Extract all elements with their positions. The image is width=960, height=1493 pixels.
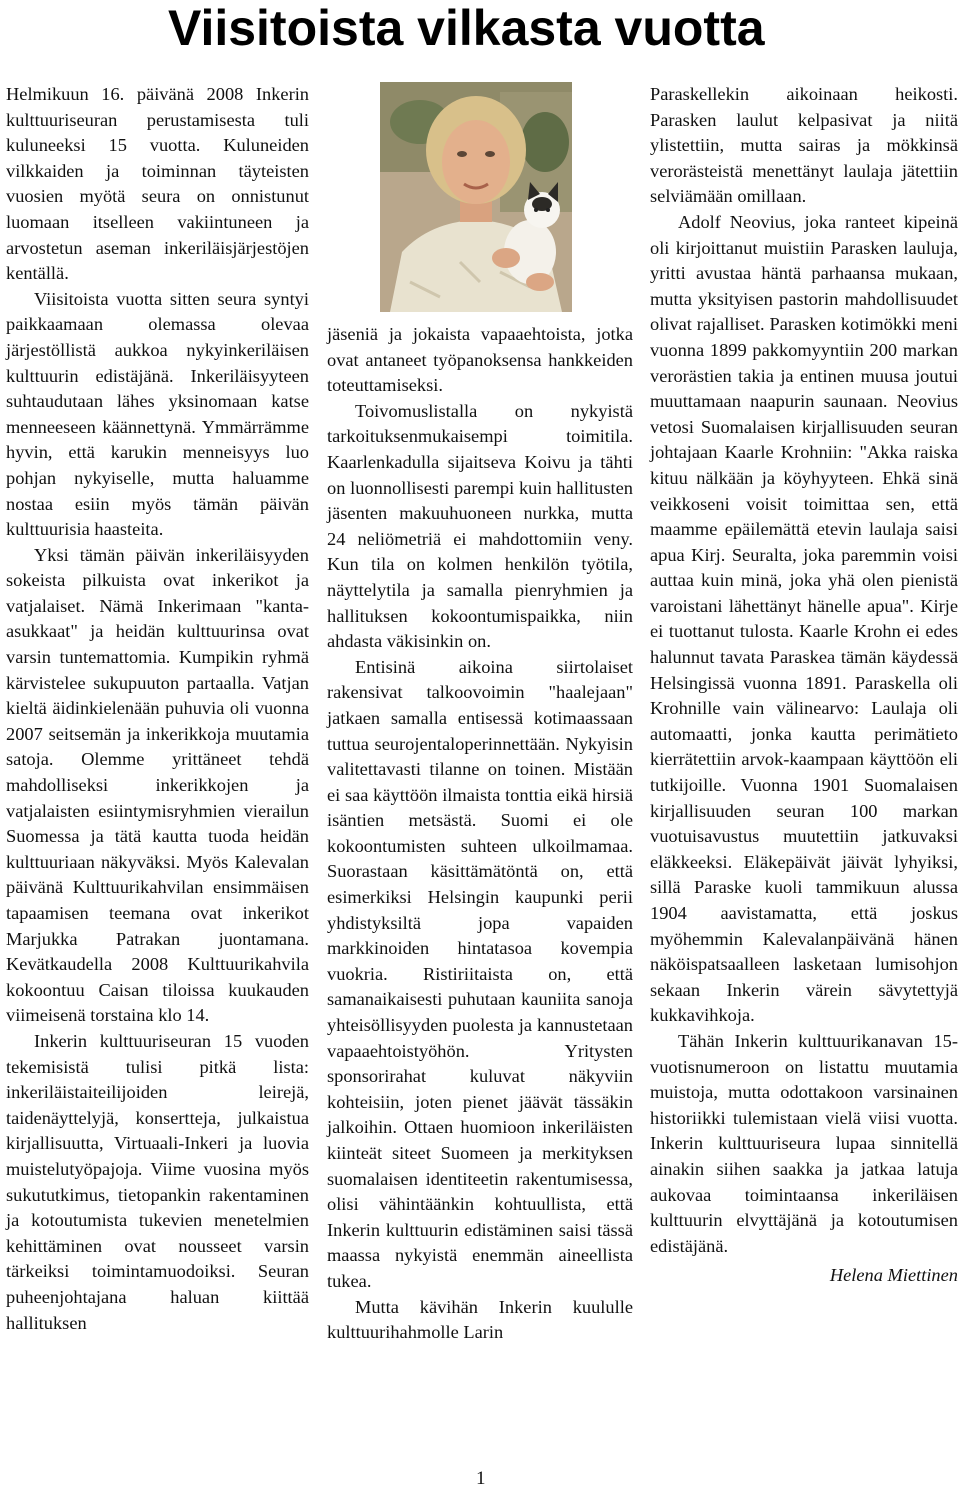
paragraph: Helmikuun 16. päivänä 2008 Inkerin kulttuuriseuran perustamisesta tuli kuluneeksi 15 vuotta. Kuluneiden vilkkaiden ja toiminnan täyteisten vuosien myötä seura on onnistunut luomaan itselleen vakiintuneen ja arvostetun aseman inkeriläisjärjestöjen kentällä.: [6, 84, 309, 284]
article-title: Viisitoista vilkasta vuotta: [168, 0, 765, 56]
author-signature: Helena Miettinen: [829, 1265, 958, 1286]
article-column-1: [6, 82, 309, 1336]
paragraph: Paraskellekin aikoinaan heikosti. Parasken laulut kelpasivat ja niitä ylistettiin, mutta sairas ja mökkinsä verorästeistä menettänyt laulaja jätettiin selviämään omillaan.: [650, 84, 958, 207]
paragraph: Yksi tämän päivän inkeriläisyyden sokeista pilkuista ovat inkerikot ja vatjalaiset. Nämä Inkerimaan "kanta-asukkaat" ja heidän kulttuurinsa ovat varsin tuntemattomia. Kumpikin ryhmä kärvistelee sukupuuton partaalla. Vatjan kieltä äidinkielenään puhuvia oli vuonna 2007 seitsemän ja inkerikkoja muutamia satoja. Olemme yrittäneet tehdä mahdolliseksi inkerikkojen ja vatjalaisten esiintymisryhmien vierailun Suomessa ja tätä kautta tuoda heidän kulttuuriaan näkyväksi. Myös Kalevalan päivänä Kulttuurikahvilan ensimmäisen tapaamisen teemana ovat inkerikot Marjukka Patrakan juontamana. Kevätkaudella 2008 Kulttuurikahvila kokoontuu Caisan tiloissa kuukauden viimeisenä torstaina klo 14.: [6, 544, 309, 1026]
paragraph: Viisitoista vuotta sitten seura syntyi paikkaamaan olemassa olevaa järjestöllistä aukkoa nykyinkeriläisen kulttuurin edistäjänä. Inkeriläisyyteen suhtaudutaan lähes yksinomaan katse menneeseen käännettynä. Ymmärrämme hyvin, että karukin menneisyys luo pohjan nykyiselle, mutta haluamme nostaa esiin myös tämän päivän kulttuurisia haasteita.: [6, 288, 309, 540]
paragraph: Mutta kävihän Inkerin kuululle kulttuurihahmolle Larin: [327, 1296, 633, 1343]
portrait-photo-icon: [380, 82, 572, 312]
article-column-2: [327, 322, 633, 1346]
paragraph: jäseniä ja jokaista vapaaehtoista, jotka ovat antaneet työpanoksensa hankkeiden toteuttamiseksi.: [327, 324, 633, 396]
page-number: 1: [476, 1468, 486, 1489]
paragraph: Inkerin kulttuuriseuran 15 vuoden tekemisistä tulisi pitkä lista: inkeriläistaiteilijoiden leirejä, taidenäyttelyjä, konsertteja, julkaistua kirjallisuutta, Virtuaali-Inkeri ja luovia muistelutyöpajoja. Viime vuosina myös sukututkimus, tietopankin rakentaminen ja kotoutumista tukevien menetelmien kehittäminen ovat nousseet varsin tärkeiksi toimintamuodoiksi. Seuran puheenjohtajana haluan kiittää hallituksen: [6, 1030, 309, 1333]
paragraph: Entisinä aikoina siirtolaiset rakensivat talkoovoimin "haalejaan" jatkaen samalla entisessä kotimaassaan tuttua seurojentaloperinnettään. Nykyisin valitettavasti tilanne on toinen. Mistään ei saa käyttöön ilmaista tonttia eikä hirsiä isäntien metsästä. Suomi ei ole kokoontumisten suhteen ulkoilmamaa. Suorastaan käsittämätöntä on, että esimerkiksi Helsingin kaupunki perii yhdistyksiltä jopa vapaiden markkinoiden hintatasoa kovempia vuokria. Ristiriitaista on, että samanaikaisesti puhutaan kauniita sanoja yhteisöllisyyden puolesta ja kannustetaan vapaaehtoistyöhön. Yritysten sponsorirahat kuluvat näkyviin kohteisiin, joten pienet jäävät tässäkin jalkoihin. Ottaen huomioon inkeriläisten kiinteät siteet Suomeen ja merkityksen suomalaisen identiteetin rakentumisessa, olisi vähintäänkin kohtuullista, että Inkerin kulttuurin edistäminen saisi tässä maassa nykyistä enemmän aineellista tukea.: [327, 656, 633, 1291]
paragraph: Adolf Neovius, joka ranteet kipeinä oli kirjoittanut muistiin Parasken lauluja, yritti avustaa häntä parhaansa mukaan, mutta yksityisen pastorin mahdollisuudet olivat rajalliset. Parasken kotimökki meni vuonna 1899 pakkomyyntiin 200 markan verorästien takia ja entinen muusa joutui muuttamaan naapurin saunaan. Neovius vetosi Suomalaisen kirjallisuuden seuran johtajaan Kaarle Krohniin: "Akka raiska kituu nälkään ja köyhyyteen. Ehkä sinä veikkoseni voisit toimittaa sen, että maamme epäilemättä etevin laulaja saisi apua Kirj. Seuralta, joka paremmin voisi auttaa kuin minä, joka yhä olen pienistä varoistani lähettänyt hänelle apua". Kirje ei tuottanut tulosta. Kaarle Krohn ei edes halunnut tavata Paraskea tämän käydessä Helsingissä vuonna 1891. Paraskella oli Krohnille vain välinearvo: Laulaja oli automaatti, jonka kautta perimätieto kierrätettiin arvok-kaampaan käyttöön eli tutkijoille. Vuonna 1901 Suomalaisen kirjallisuuden seuran 100 markan vuotuisavustus muutettiin jatkuvaksi eläkkeeksi. Eläkepäivät jäivät lyhyiksi, sillä Paraske kuoli tammikuun alussa 1904 aavistamatta, että joskus myöhemmin Kalevalanpäivänä hänen näköispatsaalleen lasketaan lumisohjon sekaan Inkerin värein sävytettyjä kukkavihkoja.: [650, 211, 958, 1026]
portrait-photo: [380, 82, 572, 312]
paragraph: Toivomuslistalla on nykyistä tarkoituksenmukaisempi toimitila. Kaarlenkadulla sijaitseva Koivu ja tähti on luonnollisesti parempi kuin hallitusten jäsenten makuuhuoneen nurkka, mutta 24 neliömetriä ei mahdottomiin veny. Kun tila on kolmen henkilön työtila, näyttelytila ja samalla pienryhmien ja hallituksen kokoontumispaikka, niin ahdasta väkisinkin on.: [327, 400, 633, 652]
paragraph: Tähän Inkerin kulttuurikanavan 15-vuotisnumeroon on listattu muutamia muistoja, mutta odottakoon varsinainen historiikki tulemistaan vielä viisi vuotta. Inkerin kulttuuriseura lupaa sinnitellä ainakin siihen saakka ja jatkaa latuja aukovaa toimintaansa inkeriläisen kulttuurin elvyttäjänä ja kotoutumisen edistäjänä.: [650, 1030, 958, 1256]
article-column-3: [650, 82, 958, 1289]
